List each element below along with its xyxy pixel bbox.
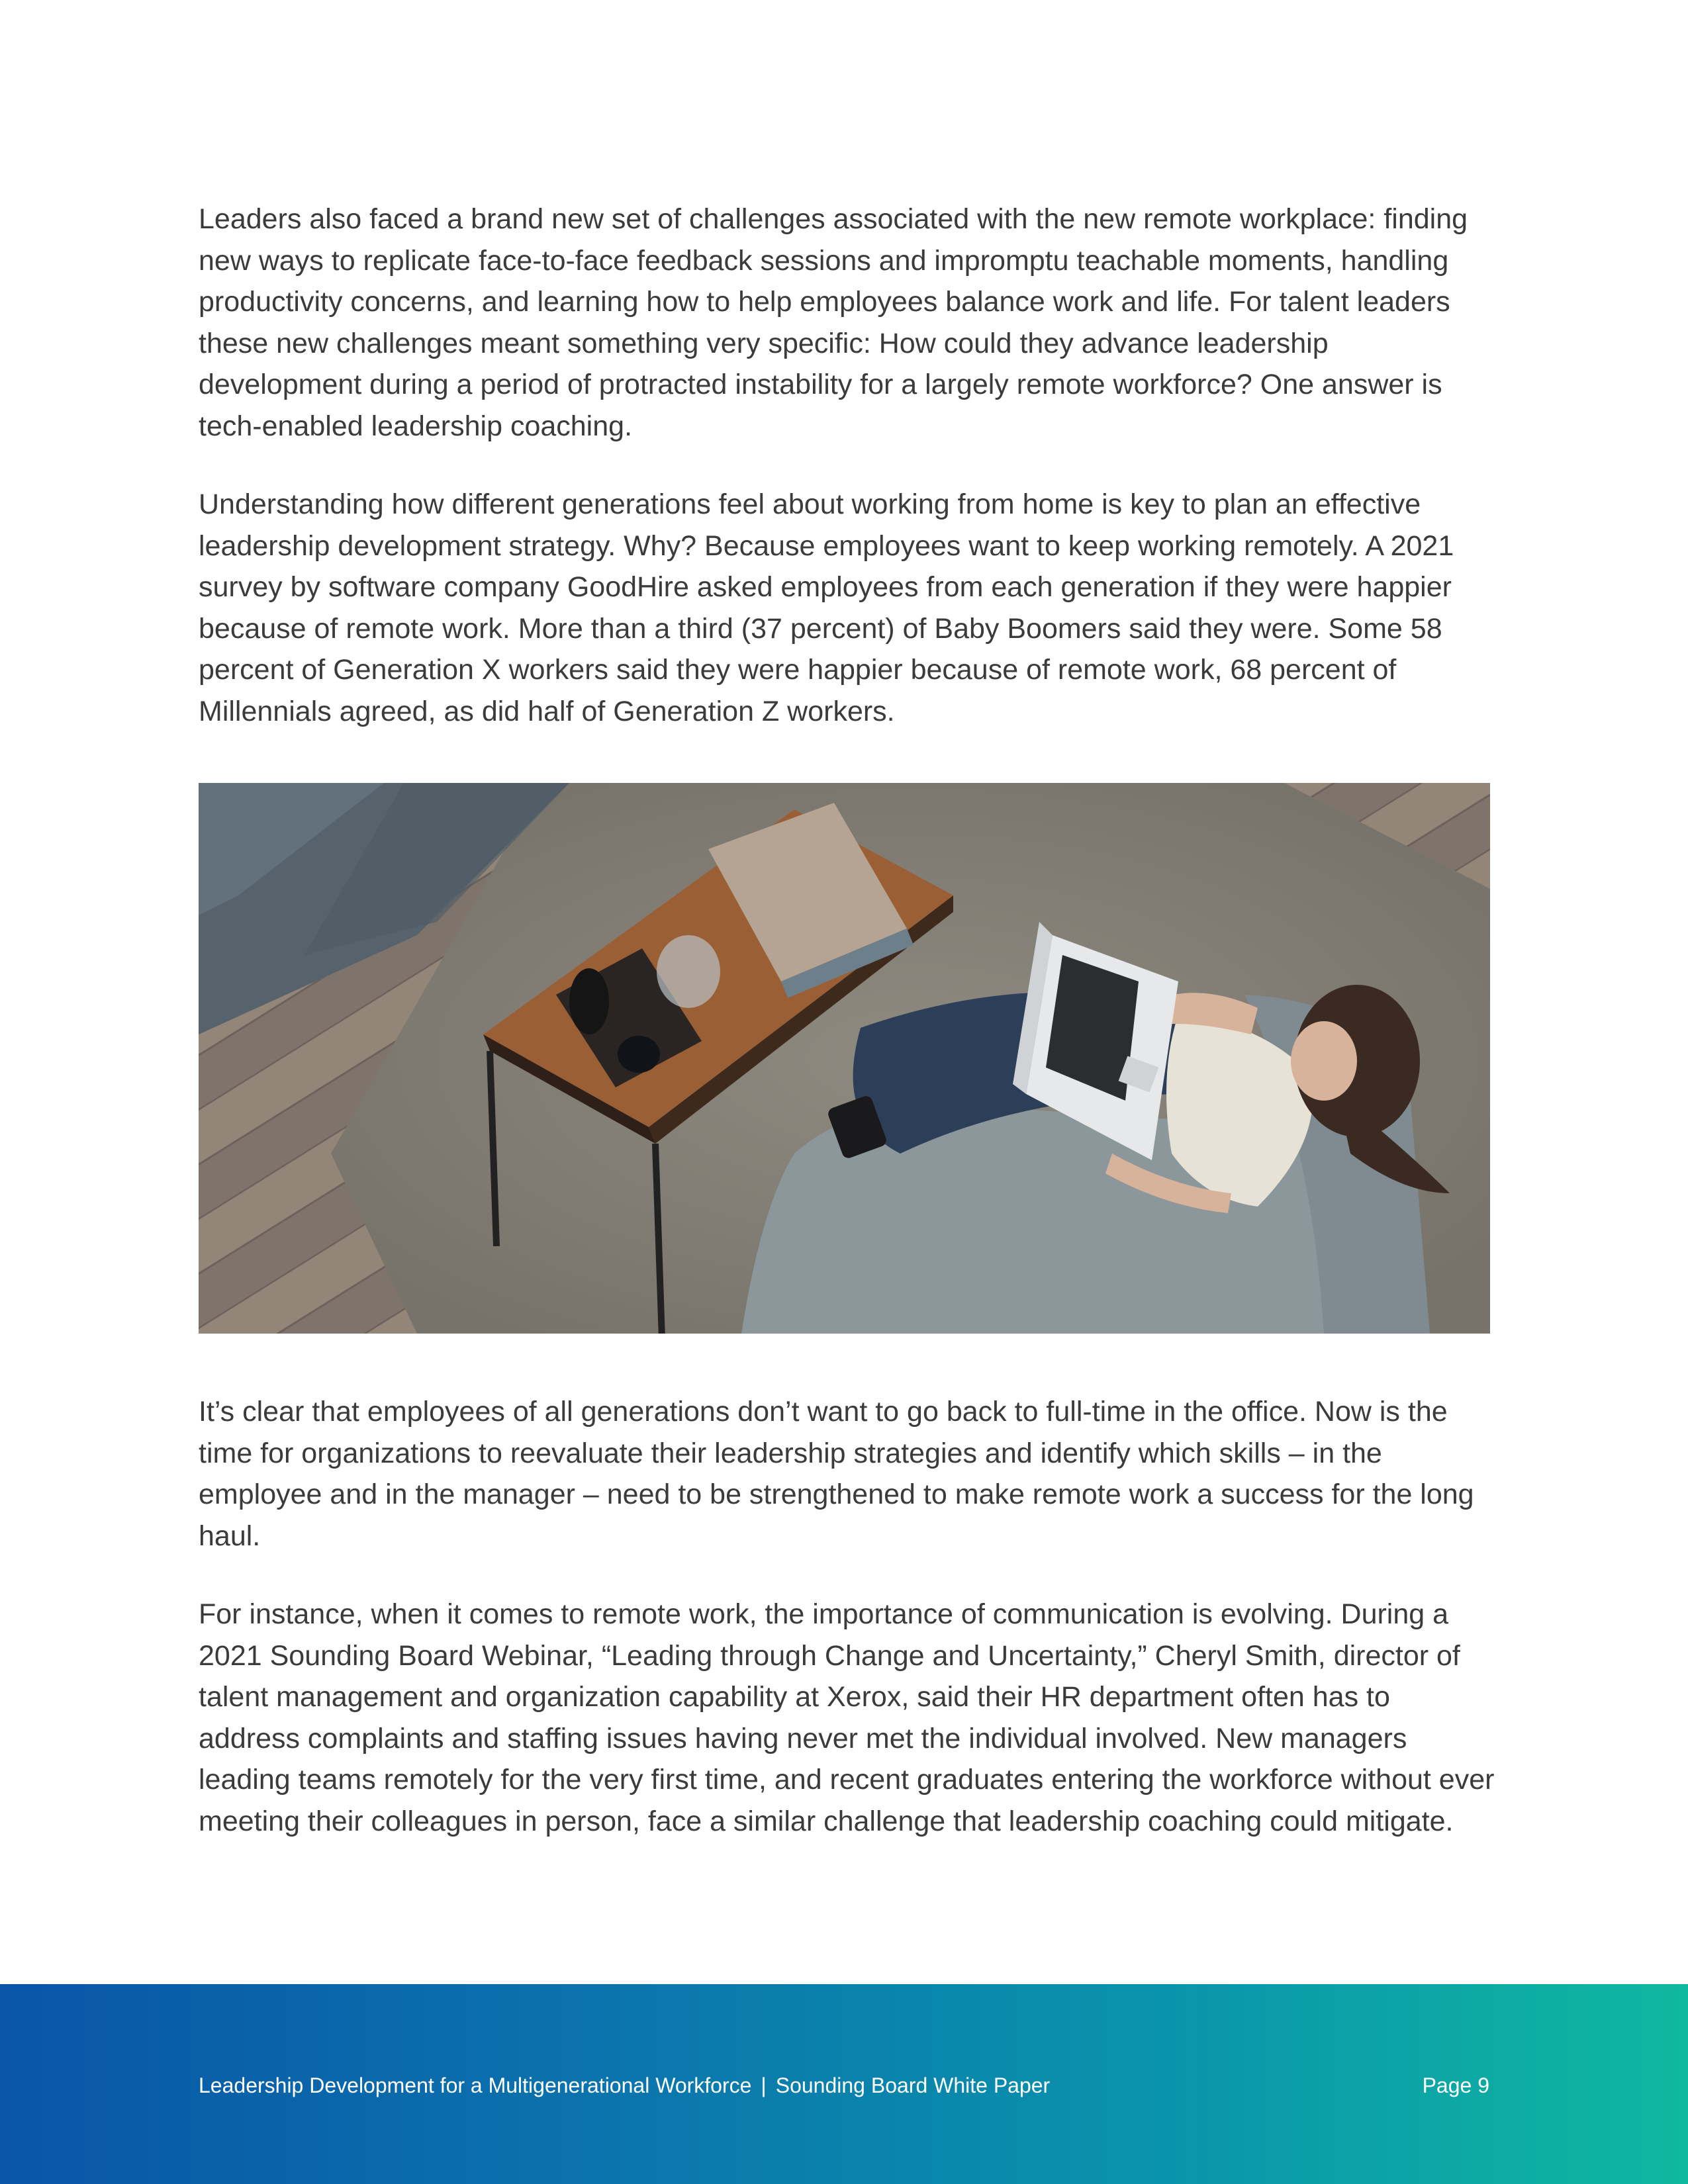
body-paragraph-1: Leaders also faced a brand new set of challenges associated with the new remote workplace: finding new ways to replicate face-to-face feedback sessions and impromptu teachable moments, handling productivity concerns, and learning how to help employees balance work and life. For talent leaders these new challenges meant something very specific: How could they advance leadership development during a period of protracted instability for a largely remote workforce? One answer is tech-enabled leadership coaching.	[199, 203, 1468, 442]
page-number: Page 9	[1422, 2073, 1489, 2097]
footer-separator: |	[761, 2073, 767, 2097]
footer-document-title: Leadership Development for a Multigenerational Workforce	[199, 2073, 752, 2097]
footer-publication: Sounding Board White Paper	[775, 2073, 1051, 2097]
footer-title	[199, 2073, 1050, 2098]
body-paragraph-4: For instance, when it comes to remote work, the importance of communication is evolving. During a 2021 Sounding Board Webinar, “Leading through Change and Uncertainty,” Cheryl Smith, director of talent management and organization capability at Xerox, said their HR department often has to address complaints and staffing issues having never met the individual involved. New managers leading teams remotely for the very first time, and recent graduates entering the workforce without ever meeting their colleagues in person, face a similar challenge that leadership coaching could mitigate.	[199, 1598, 1495, 1837]
page-footer	[0, 1984, 1688, 2184]
body-paragraph-2: Understanding how different generations feel about working from home is key to plan an effective leadership development strategy. Why? Because employees want to keep working remotely. A 2021 survey by software company GoodHire asked employees from each generation if they were happier because of remote work. More than a third (37 percent) of Baby Boomers said they were. Some 58 percent of Generation X workers said they were happier because of remote work, 68 percent of Millennials agreed, as did half of Generation Z workers.	[199, 488, 1454, 727]
body-paragraph-3: It’s clear that employees of all generations don’t want to go back to full-time in the office. Now is the time for organizations to reevaluate their leadership strategies and identify which skills – in the employee and in the manager – need to be strengthened to make remote work a success for the long haul.	[199, 1396, 1474, 1552]
remote-work-photo	[199, 783, 1490, 1334]
